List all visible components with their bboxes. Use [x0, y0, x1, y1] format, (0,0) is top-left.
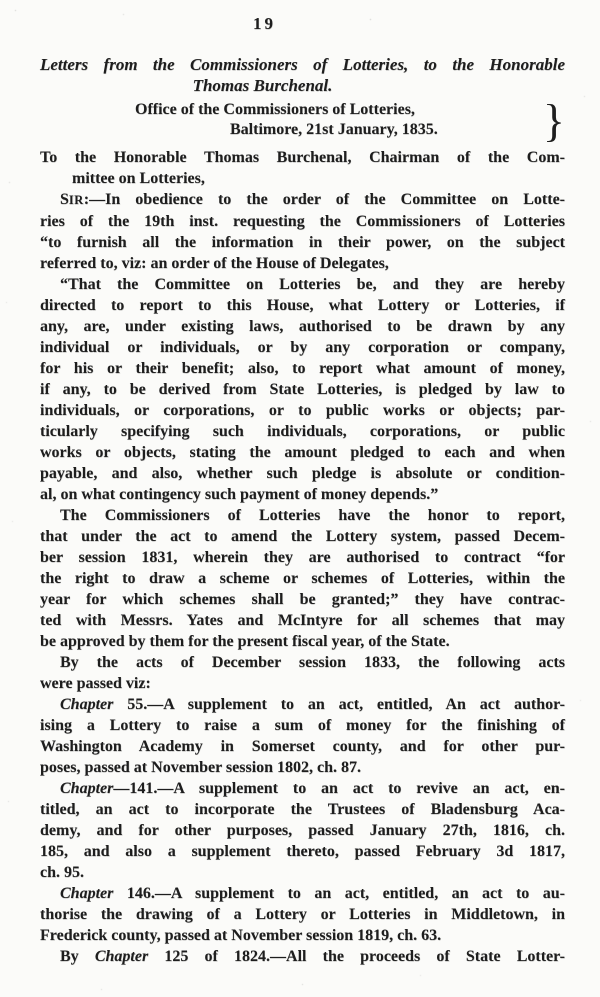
- text-line: SIR:—In obedience to the order of the Committee on Lotte-: [60, 191, 565, 208]
- text-line: for his or their benefit; also, to report what amount of money,: [40, 360, 565, 377]
- dateline: [40, 95, 565, 146]
- text-line: works or objects, stating the amount pledged to each and when: [40, 444, 565, 461]
- text-line: By Chapter 125 of 1824.—All the proceeds of State Lotter-: [60, 948, 565, 965]
- text-line: ber session 1831, wherein they are authorised to contract “for: [40, 549, 565, 566]
- title-line: Letters from the Commissioners of Lotteries, to the Honorable: [40, 55, 565, 74]
- text-line: ising a Lottery to raise a sum of money for the finishing of: [40, 717, 565, 734]
- paragraph: [40, 652, 565, 694]
- text-line: Chapter 55.—A supplement to an act, entitled, An act author-: [60, 696, 565, 713]
- text-line: The Commissioners of Lotteries have the honor to report,: [60, 507, 565, 524]
- office-line: Office of the Commissioners of Lotteries,: [135, 101, 415, 118]
- text-line: year for which schemes shall be granted;” they have contrac-: [40, 591, 565, 608]
- text-line: were passed viz:: [40, 675, 151, 692]
- page-number: 19: [253, 14, 276, 33]
- text-line: individuals, or corporations, or to public works or objects; par-: [40, 402, 565, 419]
- text-line: be approved by them for the present fiscal year, of the State.: [40, 633, 450, 650]
- text-line: poses, passed at November session 1802, ch. 87.: [40, 759, 362, 776]
- text-line: “to furnish all the information in their power, on the subject: [40, 234, 565, 251]
- text-line: Frederick county, passed at November session 1819, ch. 63.: [40, 927, 442, 944]
- salutation-line: mittee on Lotteries,: [72, 170, 205, 187]
- paragraph: [40, 505, 565, 652]
- paragraph: [40, 946, 565, 967]
- paragraph: [40, 778, 565, 883]
- brace-glyph: }: [542, 95, 565, 146]
- text-line: Chapter—141.—A supplement to an act to revive an act, en-: [60, 780, 565, 797]
- text-line: demy, and for other purposes, passed January 27th, 1816, ch.: [40, 822, 565, 839]
- scan-noise-speckles: [0, 0, 1, 1]
- text-line: Chapter 146.—A supplement to an act, entitled, an act to au-: [60, 885, 565, 902]
- text-line: ticularly specifying such individuals, corporations, or public: [40, 423, 565, 440]
- text-line: “That the Committee on Lotteries be, and they are hereby: [60, 276, 565, 293]
- text-line: 185, and also a supplement thereto, passed February 3d 1817,: [40, 843, 565, 860]
- paragraph: [40, 694, 565, 778]
- text-line: ries of the 19th inst. requesting the Commissioners of Lotteries: [40, 213, 565, 230]
- text-line: al, on what contingency such payment of money depends.”: [40, 486, 439, 503]
- salutation-line: To the Honorable Thomas Burchenal, Chairman of the Com-: [40, 149, 565, 166]
- text-line: payable, and also, whether such pledge is absolute or condition-: [40, 465, 565, 482]
- text-line: directed to report to this House, what Lottery or Lotteries, if: [40, 297, 565, 314]
- paragraph: [40, 274, 565, 505]
- text-line: thorise the drawing of a Lottery or Lotteries in Middletown, in: [40, 906, 565, 923]
- paragraph: [40, 189, 565, 274]
- text-line: referred to, viz: an order of the House of Delegates,: [40, 255, 389, 272]
- text-line: titled, an act to incorporate the Trustees of Bladensburg Aca-: [40, 801, 565, 818]
- body-text: [40, 189, 565, 967]
- text-line: if any, to be derived from State Lotteries, is pledged by law to: [40, 381, 565, 398]
- text-line: ted with Messrs. Yates and McIntyre for all schemes that may: [40, 612, 565, 629]
- text-line: any, are, under existing laws, authorised to be drawn by any: [40, 318, 565, 335]
- salutation: [40, 147, 565, 189]
- text-line: By the acts of December session 1833, the following acts: [60, 654, 565, 671]
- place-date-line: Baltimore, 21st January, 1835.: [230, 121, 438, 138]
- text-line: the right to draw a scheme or schemes of Lotteries, within the: [40, 570, 565, 587]
- text-line: that under the act to amend the Lottery system, passed Decem-: [40, 528, 565, 545]
- document-title: [40, 54, 565, 96]
- text-line: ch. 95.: [40, 864, 84, 881]
- paragraph: [40, 883, 565, 946]
- text-line: individual or individuals, or by any corporation or company,: [40, 339, 565, 356]
- text-line: Washington Academy in Somerset county, and for other pur-: [40, 738, 565, 755]
- title-line: Thomas Burchenal.: [192, 76, 333, 95]
